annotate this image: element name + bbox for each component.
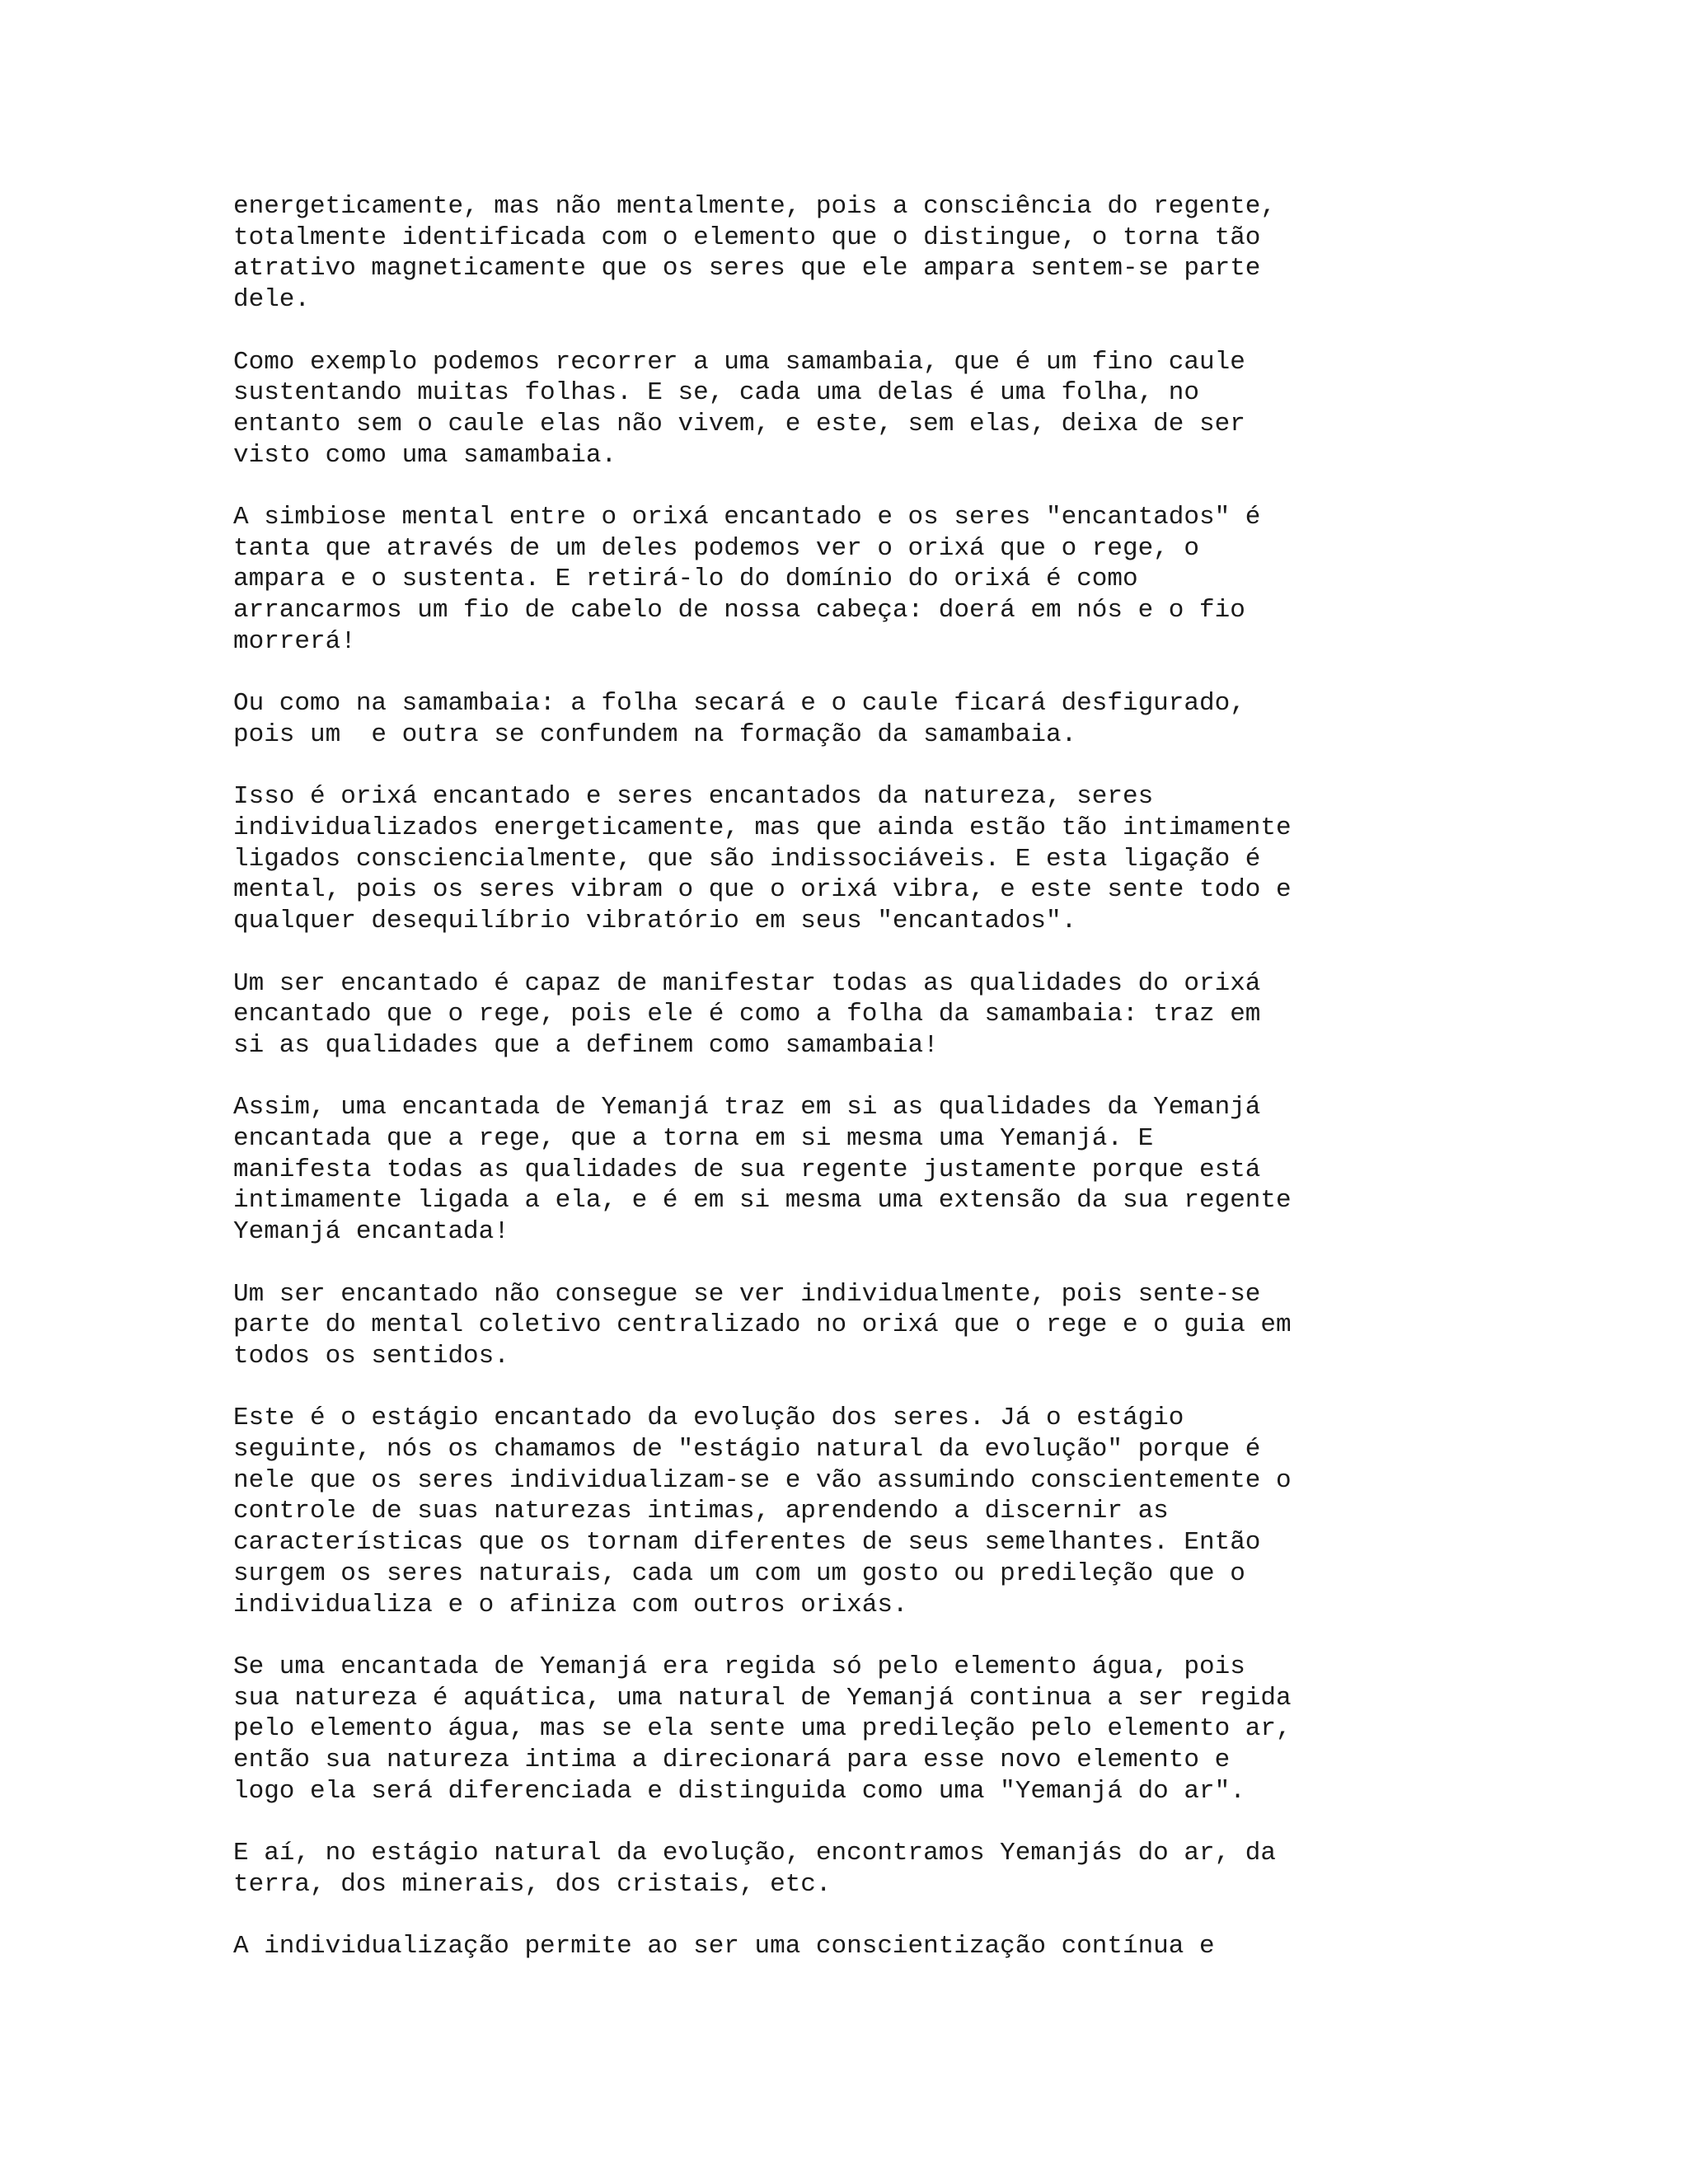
text-line: tanta que através de um deles podemos ver o orixá que o rege, o — [233, 533, 1199, 563]
text-line: mental, pois os seres vibram o que o orixá vibra, e este sente todo e — [233, 875, 1292, 905]
text-line: Se uma encantada de Yemanjá era regida só pelo elemento água, pois — [233, 1652, 1245, 1681]
text-line: pois um e outra se confundem na formação da samambaia. — [233, 719, 1077, 749]
text-line: sua natureza é aquática, uma natural de Yemanjá continua a ser regida — [233, 1683, 1292, 1713]
text-line: nele que os seres individualizam-se e vão assumindo conscientemente o — [233, 1465, 1292, 1495]
text-line: então sua natureza intima a direcionará para esse novo elemento e — [233, 1746, 1231, 1775]
text-line: Este é o estágio encantado da evolução dos seres. Já o estágio — [233, 1404, 1184, 1433]
text-line: arrancarmos um fio de cabelo de nossa cabeça: doerá em nós e o fio — [233, 596, 1245, 626]
text-line: intimamente ligada a ela, e é em si mesma uma extensão da sua regente — [233, 1186, 1292, 1216]
text-line: qualquer desequilíbrio vibratório em seus "encantados". — [233, 907, 1077, 936]
text-line: logo ela será diferenciada e distinguida como uma "Yemanjá do ar". — [233, 1776, 1245, 1806]
text-line: Ou como na samambaia: a folha secará e o caule ficará desfigurado, — [233, 689, 1245, 719]
text-line: ligados consciencialmente, que são indissociáveis. E esta ligação é — [233, 844, 1261, 874]
text-line: encantada que a rege, que a torna em si mesma uma Yemanjá. E — [233, 1124, 1154, 1153]
paragraph — [233, 1838, 1404, 1900]
text-line: A simbiose mental entre o orixá encantado e os seres "encantados" é — [233, 503, 1261, 532]
text-line: visto como uma samambaia. — [233, 440, 617, 470]
text-line: morrerá! — [233, 626, 356, 656]
text-line: controle de suas naturezas intimas, aprendendo a discernir as — [233, 1497, 1169, 1526]
text-line: energeticamente, mas não mentalmente, pois a consciência do regente, — [233, 192, 1277, 221]
paragraph — [233, 1279, 1404, 1372]
paragraph — [233, 347, 1404, 471]
text-line: todos os sentidos. — [233, 1341, 509, 1371]
text-line: totalmente identificada com o elemento que o distingue, o torna tão — [233, 223, 1261, 252]
paragraph — [233, 968, 1404, 1062]
text-line: Um ser encantado não consegue se ver individualmente, pois sente-se — [233, 1279, 1261, 1309]
text-line: manifesta todas as qualidades de sua regente justamente porque está — [233, 1155, 1261, 1184]
text-line: Um ser encantado é capaz de manifestar todas as qualidades do orixá — [233, 968, 1261, 998]
text-line: dele. — [233, 285, 311, 315]
text-line: individualizados energeticamente, mas que ainda estão tão intimamente — [233, 813, 1292, 842]
paragraph — [233, 191, 1404, 316]
text-line: sustentando muitas folhas. E se, cada uma delas é uma folha, no — [233, 378, 1199, 408]
paragraph — [233, 688, 1404, 750]
text-line: Yemanjá encantada! — [233, 1217, 509, 1247]
paragraph — [233, 502, 1404, 658]
text-line: Como exemplo podemos recorrer a uma samambaia, que é um fino caule — [233, 347, 1245, 377]
text-line: atrativo magneticamente que os seres que ele ampara sentem-se parte — [233, 254, 1261, 284]
text-line: A individualização permite ao ser uma conscientização contínua e — [233, 1932, 1215, 1961]
text-line: Assim, uma encantada de Yemanjá traz em si as qualidades da Yemanjá — [233, 1093, 1261, 1122]
text-line: terra, dos minerais, dos cristais, etc. — [233, 1869, 832, 1899]
text-line: ampara e o sustenta. E retirá-lo do domínio do orixá é como — [233, 565, 1138, 594]
paragraph — [233, 1092, 1404, 1248]
text-line: entanto sem o caule elas não vivem, e este, sem elas, deixa de ser — [233, 409, 1245, 438]
text-line: E aí, no estágio natural da evolução, encontramos Yemanjás do ar, da — [233, 1839, 1277, 1868]
text-line: surgem os seres naturais, cada um com um gosto ou predileção que o — [233, 1558, 1245, 1588]
paragraph — [233, 1931, 1404, 1962]
text-line: si as qualidades que a definem como samambaia! — [233, 1030, 939, 1060]
paragraph — [233, 781, 1404, 937]
paragraph — [233, 1652, 1404, 1807]
text-line: seguinte, nós os chamamos de "estágio natural da evolução" porque é — [233, 1435, 1261, 1464]
paragraph — [233, 1403, 1404, 1620]
text-line: encantado que o rege, pois ele é como a folha da samambaia: traz em — [233, 1000, 1261, 1029]
text-line: características que os tornam diferentes de seus semelhantes. Então — [233, 1528, 1261, 1558]
text-line: Isso é orixá encantado e seres encantados da natureza, seres — [233, 782, 1154, 812]
text-line: parte do mental coletivo centralizado no orixá que o rege e o guia em — [233, 1310, 1292, 1340]
text-line: individualiza e o afiniza com outros orixás. — [233, 1590, 908, 1619]
text-line: pelo elemento água, mas se ela sente uma predileção pelo elemento ar, — [233, 1714, 1292, 1744]
document-body — [233, 191, 1404, 1994]
